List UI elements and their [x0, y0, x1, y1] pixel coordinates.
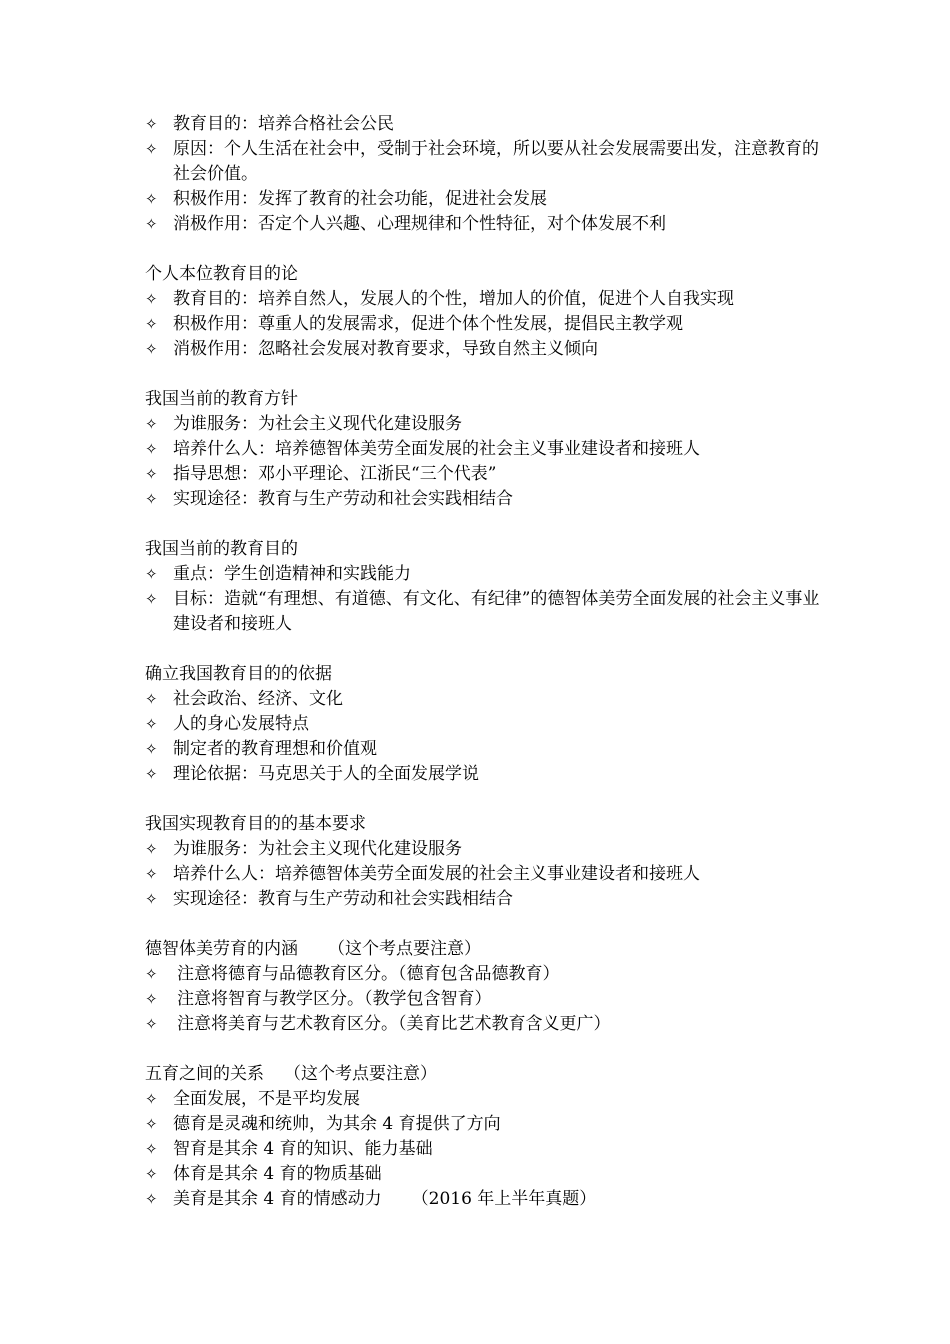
diamond-star-bullet-icon: ✧	[145, 290, 158, 308]
list-item: ✧ 积极作用：尊重人的发展需求，促进个体个性发展，提倡民主教学观	[145, 312, 825, 337]
diamond-star-bullet-icon: ✧	[145, 140, 158, 158]
list-item: ✧ 美育是其余 4 育的情感动力 （2016 年上半年真题）	[145, 1187, 825, 1212]
exam-year-note: （2016 年上半年真题）	[411, 1189, 597, 1209]
diamond-star-bullet-icon: ✧	[145, 715, 158, 733]
diamond-star-bullet-icon: ✧	[145, 490, 158, 508]
list-item: ✧ 教育目的：培养自然人，发展人的个性，增加人的价值，促进个人自我实现	[145, 287, 825, 312]
list-item: ✧ 原因：个人生活在社会中，受制于社会环境，所以要从社会发展需要出发，注意教育的社会价值。	[145, 139, 819, 184]
diamond-star-bullet-icon: ✧	[145, 965, 158, 983]
list-item: ✧ 智育是其余 4 育的知识、能力基础	[145, 1137, 825, 1162]
list-item: ✧ 指导思想：邓小平理论、江浙民“三个代表”	[145, 462, 825, 487]
diamond-star-bullet-icon: ✧	[145, 465, 158, 483]
list-item: ✧ 消极作用：否定个人兴趣、心理规律和个性特征，对个体发展不利	[145, 212, 825, 237]
list-item: ✧ 消极作用：忽略社会发展对教育要求，导致自然主义倾向	[145, 337, 825, 362]
diamond-star-bullet-icon: ✧	[145, 1015, 158, 1033]
list-item: ✧ 全面发展，不是平均发展	[145, 1087, 825, 1112]
diamond-star-bullet-icon: ✧	[145, 590, 158, 608]
heading-note: （这个考点要注意）	[328, 939, 481, 959]
diamond-star-bullet-icon: ✧	[145, 1165, 158, 1183]
section-five-education-relations	[145, 1062, 825, 1212]
diamond-star-bullet-icon: ✧	[145, 840, 158, 858]
list-item: ✧ 实现途径：教育与生产劳动和社会实践相结合	[145, 487, 825, 512]
diamond-star-bullet-icon: ✧	[145, 1115, 158, 1133]
diamond-star-bullet-icon: ✧	[145, 740, 158, 758]
section-heading: 德智体美劳育的内涵 （这个考点要注意）	[145, 939, 481, 959]
diamond-star-bullet-icon: ✧	[145, 990, 158, 1008]
list-item: ✧ 目标：造就“有理想、有道德、有文化、有纪律”的德智体美劳全面发展的社会主义事业建设者和接班人	[145, 589, 820, 634]
diamond-star-bullet-icon: ✧	[145, 340, 158, 358]
section-education-goal	[145, 537, 825, 637]
list-item: ✧ 理论依据：马克思关于人的全面发展学说	[145, 762, 825, 787]
list-item: ✧ 为谁服务：为社会主义现代化建设服务	[145, 412, 825, 437]
section-heading: 五育之间的关系 （这个考点要注意）	[145, 1064, 437, 1084]
diamond-star-bullet-icon: ✧	[145, 215, 158, 233]
section-heading: 个人本位教育目的论	[145, 264, 298, 284]
list-item: ✧ 注意将德育与品德教育区分。（德育包含品德教育）	[145, 962, 825, 987]
diamond-star-bullet-icon: ✧	[145, 1140, 158, 1158]
section-education-policy	[145, 387, 825, 512]
diamond-star-bullet-icon: ✧	[145, 1090, 158, 1108]
diamond-star-bullet-icon: ✧	[145, 1190, 158, 1208]
diamond-star-bullet-icon: ✧	[145, 565, 158, 583]
list-item: ✧ 积极作用：发挥了教育的社会功能，促进社会发展	[145, 187, 825, 212]
section-heading: 我国当前的教育方针	[145, 389, 298, 409]
diamond-star-bullet-icon: ✧	[145, 115, 158, 133]
section-five-education-meaning	[145, 937, 825, 1037]
diamond-star-bullet-icon: ✧	[145, 765, 158, 783]
list-item: ✧ 培养什么人：培养德智体美劳全面发展的社会主义事业建设者和接班人	[145, 437, 825, 462]
diamond-star-bullet-icon: ✧	[145, 865, 158, 883]
diamond-star-bullet-icon: ✧	[145, 415, 158, 433]
document-page	[145, 112, 825, 1237]
list-item: ✧ 实现途径：教育与生产劳动和社会实践相结合	[145, 887, 825, 912]
diamond-star-bullet-icon: ✧	[145, 440, 158, 458]
list-item: ✧ 注意将智育与教学区分。（教学包含智育）	[145, 987, 825, 1012]
list-item: ✧ 德育是灵魂和统帅，为其余 4 育提供了方向	[145, 1112, 825, 1137]
diamond-star-bullet-icon: ✧	[145, 890, 158, 908]
diamond-star-bullet-icon: ✧	[145, 690, 158, 708]
section-heading: 我国实现教育目的的基本要求	[145, 814, 366, 834]
list-item: ✧ 为谁服务：为社会主义现代化建设服务	[145, 837, 825, 862]
list-item: ✧ 培养什么人：培养德智体美劳全面发展的社会主义事业建设者和接班人	[145, 862, 825, 887]
list-item: ✧ 制定者的教育理想和价值观	[145, 737, 825, 762]
heading-note: （这个考点要注意）	[284, 1064, 437, 1084]
list-item: ✧ 注意将美育与艺术教育区分。（美育比艺术教育含义更广）	[145, 1012, 825, 1037]
section-individual-standard	[145, 262, 825, 362]
section-social-standard-outcomes	[145, 112, 825, 237]
list-item: ✧ 人的身心发展特点	[145, 712, 825, 737]
list-item: ✧ 教育目的：培养合格社会公民	[145, 112, 825, 137]
list-item: ✧ 体育是其余 4 育的物质基础	[145, 1162, 825, 1187]
section-heading: 我国当前的教育目的	[145, 539, 298, 559]
section-heading: 确立我国教育目的的依据	[145, 664, 332, 684]
diamond-star-bullet-icon: ✧	[145, 190, 158, 208]
section-goal-basis	[145, 662, 825, 787]
list-item: ✧ 社会政治、经济、文化	[145, 687, 825, 712]
section-basic-requirements	[145, 812, 825, 912]
list-item: ✧ 重点：学生创造精神和实践能力	[145, 562, 825, 587]
diamond-star-bullet-icon: ✧	[145, 315, 158, 333]
